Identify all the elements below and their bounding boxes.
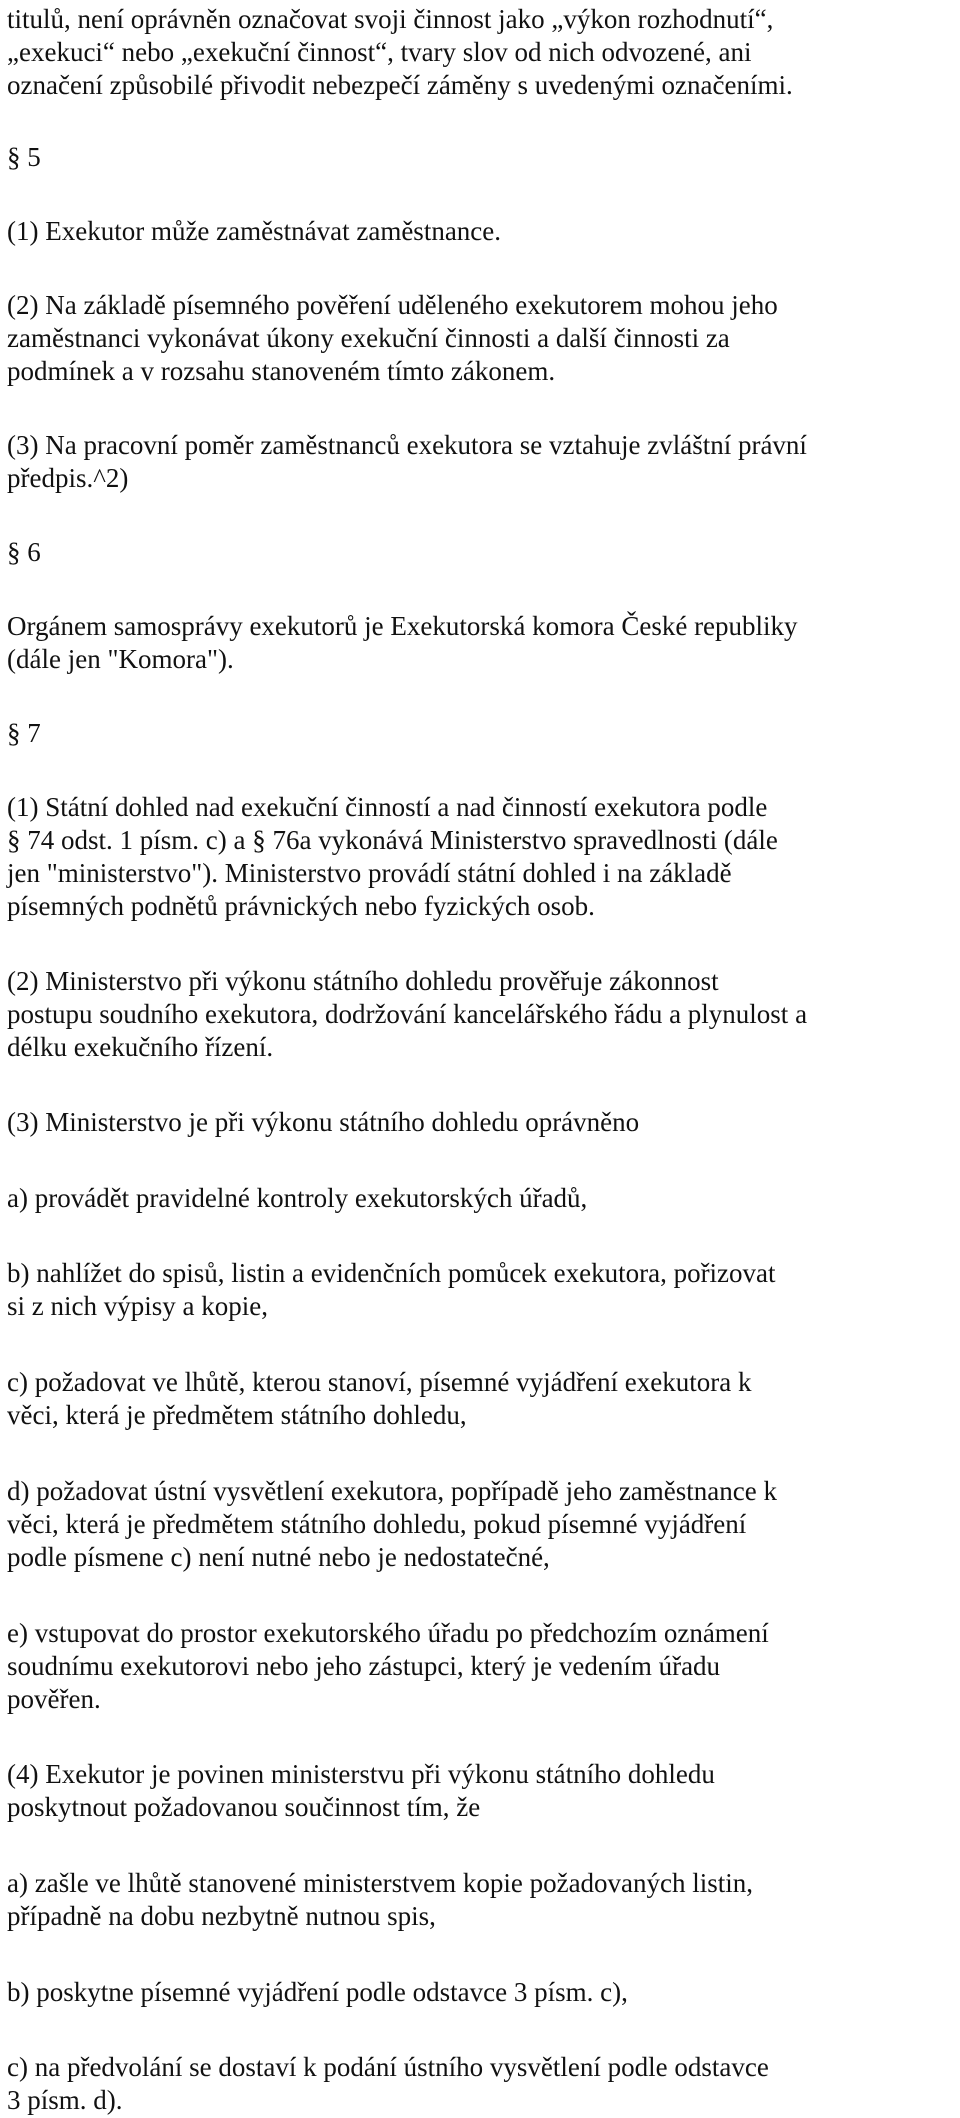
section-heading: § 5 <box>7 142 41 172</box>
text-line: (2) Na základě písemného pověření uděleného exekutorem mohou jeho <box>7 290 778 320</box>
text-line: a) provádět pravidelné kontroly exekutorských úřadů, <box>7 1183 588 1213</box>
text-line: (dále jen "Komora"). <box>7 644 234 674</box>
text-line: (2) Ministerstvo při výkonu státního dohledu prověřuje zákonnost <box>7 966 719 996</box>
text-line: označení způsobilé přivodit nebezpečí záměny s uvedenými označeními. <box>7 70 793 100</box>
text-line: případně na dobu nezbytně nutnou spis, <box>7 1901 436 1931</box>
text-line: podmínek a v rozsahu stanoveném tímto zákonem. <box>7 356 556 386</box>
text-line: b) poskytne písemné vyjádření podle odstavce 3 písm. c), <box>7 1977 628 2007</box>
text-line: „exekuci“ nebo „exekuční činnost“, tvary slov od nich odvozené, ani <box>7 37 752 67</box>
text-line: (1) Exekutor může zaměstnávat zaměstnance. <box>7 216 502 246</box>
text-line: c) na předvolání se dostaví k podání ústního vysvětlení podle odstavce <box>7 2052 769 2082</box>
text-line: věci, která je předmětem státního dohledu, pokud písemné vyjádření <box>7 1509 747 1539</box>
text-line: délku exekučního řízení. <box>7 1032 274 1062</box>
text-line: soudnímu exekutorovi nebo jeho zástupci, který je vedením úřadu <box>7 1651 721 1681</box>
text-line: podle písmene c) není nutné nebo je nedostatečné, <box>7 1542 550 1572</box>
text-line: titulů, není oprávněn označovat svoji činnost jako „výkon rozhodnutí“, <box>7 4 774 34</box>
text-line: poskytnout požadovanou součinnost tím, že <box>7 1792 481 1822</box>
text-line: d) požadovat ústní vysvětlení exekutora, popřípadě jeho zaměstnance k <box>7 1476 777 1506</box>
text-line: pověřen. <box>7 1684 101 1714</box>
text-line: (3) Na pracovní poměr zaměstnanců exekutora se vztahuje zvláštní právní <box>7 430 807 460</box>
text-line: § 74 odst. 1 písm. c) a § 76a vykonává Ministerstvo spravedlnosti (dále <box>7 825 778 855</box>
section-heading: § 6 <box>7 537 41 567</box>
text-line: a) zašle ve lhůtě stanovené ministerstvem kopie požadovaných listin, <box>7 1868 754 1898</box>
text-line: věci, která je předmětem státního dohledu, <box>7 1400 467 1430</box>
text-line: si z nich výpisy a kopie, <box>7 1291 268 1321</box>
text-line: c) požadovat ve lhůtě, kterou stanoví, písemné vyjádření exekutora k <box>7 1367 752 1397</box>
text-line: jen "ministerstvo"). Ministerstvo provádí státní dohled i na základě <box>7 858 732 888</box>
text-line: Orgánem samosprávy exekutorů je Exekutorská komora České republiky <box>7 611 798 641</box>
text-line: písemných podnětů právnických nebo fyzických osob. <box>7 891 595 921</box>
text-line: e) vstupovat do prostor exekutorského úřadu po předchozím oznámení <box>7 1618 769 1648</box>
text-line: (4) Exekutor je povinen ministerstvu při výkonu státního dohledu <box>7 1759 715 1789</box>
text-line: b) nahlížet do spisů, listin a evidenčních pomůcek exekutora, pořizovat <box>7 1258 776 1288</box>
text-line: 3 písm. d). <box>7 2085 123 2115</box>
text-line: předpis.^2) <box>7 463 129 493</box>
text-line: postupu soudního exekutora, dodržování kancelářského řádu a plynulost a <box>7 999 808 1029</box>
section-heading: § 7 <box>7 718 41 748</box>
text-line: (1) Státní dohled nad exekuční činností a nad činností exekutora podle <box>7 792 768 822</box>
text-line: zaměstnanci vykonávat úkony exekuční činnosti a další činnosti za <box>7 323 730 353</box>
text-line: (3) Ministerstvo je při výkonu státního dohledu oprávněno <box>7 1107 640 1137</box>
